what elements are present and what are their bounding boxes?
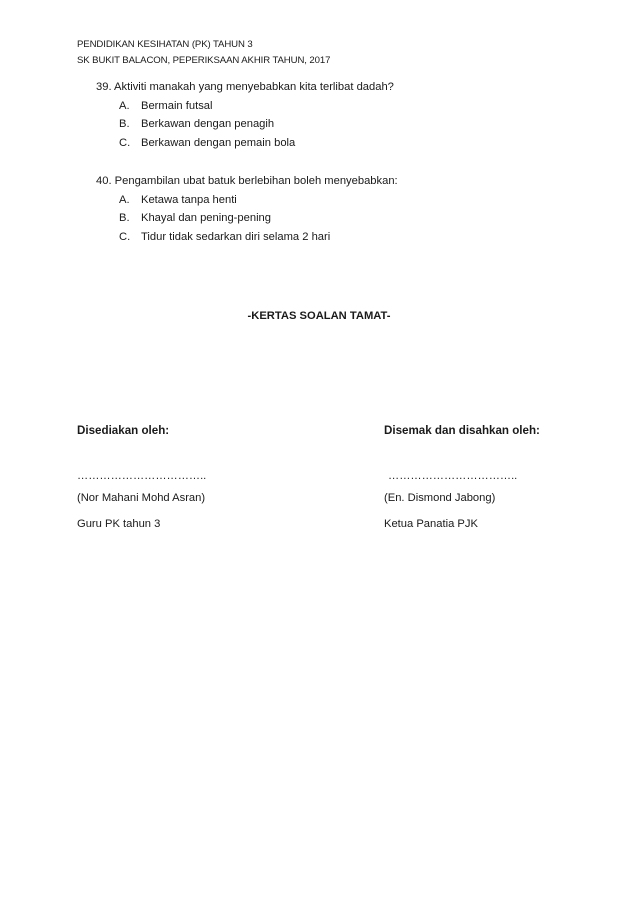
- header-school-exam: SK BUKIT BALACON, PEPERIKSAAN AKHIR TAHUN, 2017: [77, 55, 331, 66]
- option-b: [96, 115, 394, 134]
- option-letter: C.: [119, 231, 131, 244]
- question-39: [96, 78, 394, 153]
- approved-by-role: Ketua Panatia PJK: [384, 518, 478, 530]
- option-text: Berkawan dengan pemain bola: [141, 137, 296, 150]
- approved-by-signature-line: ……………………………..: [388, 470, 518, 482]
- question-stem: 40. Pengambilan ubat batuk berlebihan boleh menyebabkan:: [96, 175, 398, 187]
- header-subject: PENDIDIKAN KESIHATAN (PK) TAHUN 3: [77, 39, 253, 50]
- end-of-paper-marker: -KERTAS SOALAN TAMAT-: [247, 310, 391, 322]
- prepared-by-name: (Nor Mahani Mohd Asran): [77, 492, 206, 504]
- question-40: [96, 172, 398, 247]
- option-c: [96, 228, 398, 247]
- option-text: Khayal dan pening-pening: [141, 212, 272, 225]
- question-stem: 39. Aktiviti manakah yang menyebabkan kita terlibat dadah?: [96, 81, 394, 93]
- option-text: Ketawa tanpa henti: [141, 193, 237, 206]
- option-b: [96, 209, 398, 228]
- option-c: [96, 134, 394, 153]
- prepared-by-role: Guru PK tahun 3: [77, 518, 161, 530]
- option-letter: A.: [119, 193, 130, 206]
- option-a: [96, 97, 394, 116]
- page-header: [77, 37, 330, 69]
- option-letter: B.: [119, 212, 130, 225]
- option-text: Tidur tidak sedarkan diri selama 2 hari: [141, 231, 331, 244]
- approved-by-name: (En. Dismond Jabong): [384, 492, 496, 504]
- option-letter: C.: [119, 137, 131, 150]
- approved-by-heading: Disemak dan disahkan oleh:: [384, 424, 540, 437]
- prepared-by-signature-line: ……………………………..: [77, 470, 207, 482]
- option-text: Bermain futsal: [141, 99, 213, 112]
- option-a: [96, 191, 398, 210]
- option-letter: A.: [119, 99, 130, 112]
- option-letter: B.: [119, 118, 130, 131]
- prepared-by-heading: Disediakan oleh:: [77, 424, 170, 437]
- option-text: Berkawan dengan penagih: [141, 118, 275, 131]
